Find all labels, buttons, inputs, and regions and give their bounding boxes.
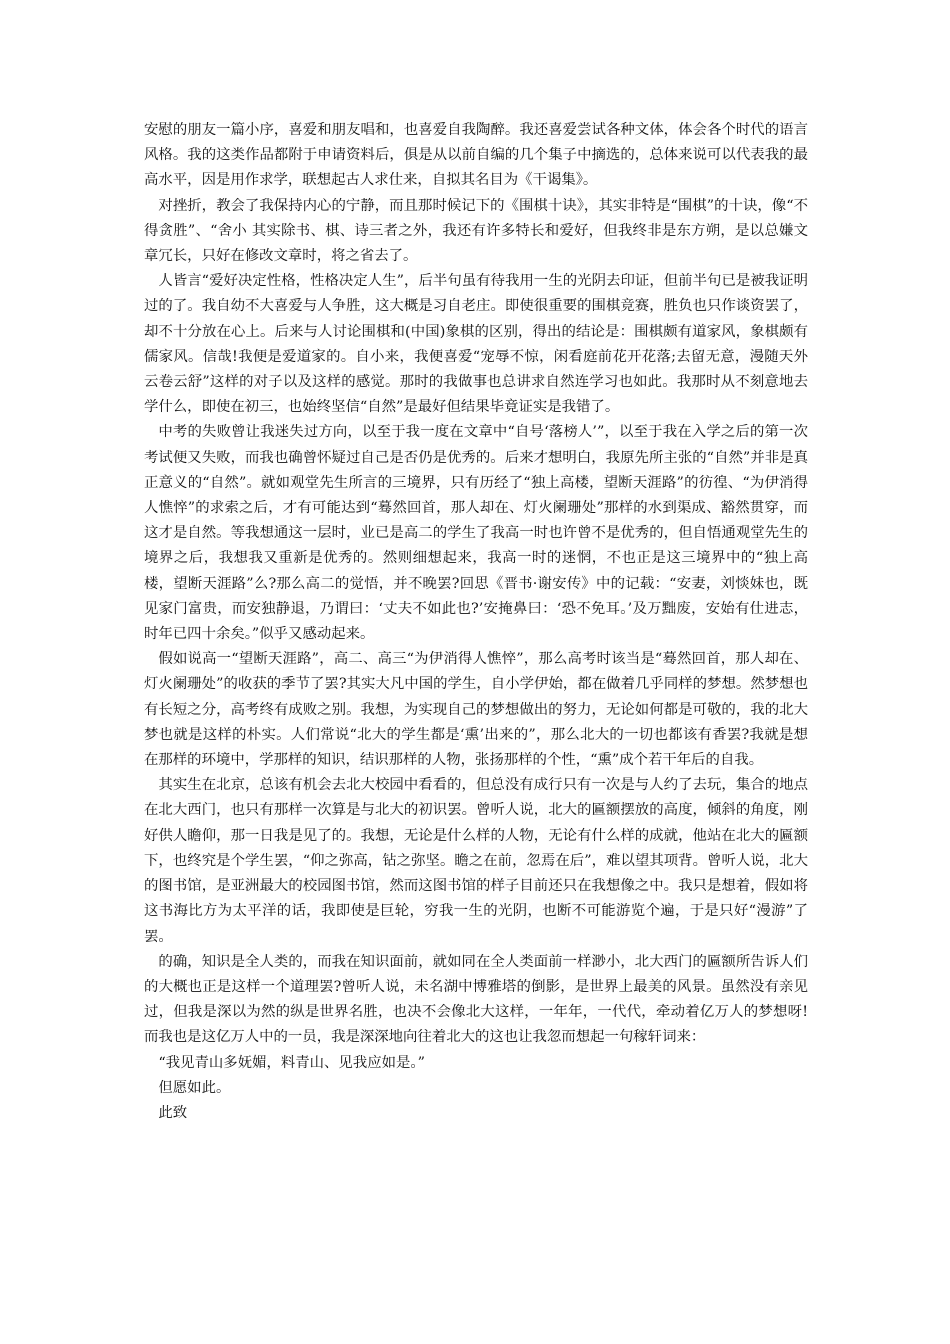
- closing-wish: 但愿如此。: [158, 1079, 231, 1096]
- paragraph-6: 其实生在北京，总该有机会去北大校园中看看的，但总没有成行只有一次是与人约了去玩，集合的地点在北大西门，也只有那样一次算是与北大的初识罢。曾听人说，北大的匾额摆放的高度，倾斜的角度，刚好供人瞻仰，那一日我是见了的。我想，无论是什么样的人物，无论有什么样的成就，他站在北大的匾额下，也终究是个学生罢，“仰之弥高，钻之弥坚。瞻之在前，忽焉在后”，难以望其项背。曾听人说，北大的图书馆，是亚洲最大的校园图书馆，然而这图书馆的样子目前还只在我想像之中。我只是想着，假如将这书海比方为太平洋的话，我即使是巨轮，穷我一生的光阴，也断不可能游览个遍，于是只好“漫游”了罢。: [144, 777, 808, 945]
- paragraph-4: 中考的失败曾让我迷失过方向，以至于我一度在文章中“自号‘落榜人’”，以至于我在入学之后的第一次考试便又失败，而我也确曾怀疑过自己是否仍是优秀的。后来才想明白，我原先所主张的“自然”并非是真正意义的“自然”。就如观堂先生所言的三境界，只有历经了“独上高楼，望断天涯路”的彷徨、“为伊消得人憔悴”的求索之后，才有可能达到“蓦然回首，那人却在、灯火阑珊处”那样的水到渠成、豁然贯穿，而这才是自然。等我想通这一层时，业已是高二的学生了我高一时也许曾不是优秀的，但自悟通观堂先生的境界之后，我想我又重新是优秀的。然则细想起来，我高一时的迷惘，不也正是这三境界中的“独上高楼，望断天涯路”么?那么高二的觉悟，并不晚罢?回思《晋书·谢安传》中的记载：“安妻，刘惔妹也，既见家门富贵，而安独静退，乃谓曰：‘丈夫不如此也?’安掩鼻曰：‘恐不免耳。’及万黜废，安始有仕进志，时年已四十余矣。”似乎又感动起来。: [144, 424, 808, 643]
- paragraph-1: 安慰的朋友一篇小序，喜爱和朋友唱和，也喜爱自我陶醉。我还喜爱尝试各种文体，体会各个时代的语言风格。我的这类作品都附于申请资料后，俱是从以前自编的几个集子中摘选的，总体来说可以代表我的最高水平，因是用作求学，联想起古人求仕来，自拟其名目为《干谒集》。: [144, 122, 808, 189]
- quote-line: “我见青山多妩媚，料青山、见我应如是。”: [158, 1054, 425, 1071]
- paragraph-7: 的确，知识是全人类的，而我在知识面前，就如同在全人类面前一样渺小，北大西门的匾额所告诉人们的大概也正是这样一个道理罢?曾听人说，未名湖中博雅塔的倒影，是世界上最美的风景。虽然没有亲见过，但我是深以为然的纵是世界名胜，也决不会像北大这样，一年年，一代代，牵动着亿万人的梦想呀!而我也是这亿万人中的一员，我是深深地向往着北大的这也让我忽而想起一句稼轩词来：: [144, 953, 808, 1046]
- letter-body: [144, 118, 808, 1126]
- paragraph-5: 假如说高一“望断天涯路”，高二、高三“为伊消得人憔悴”，那么高考时该当是“蓦然回首，那人却在、灯火阑珊处”的收获的季节了罢?其实大凡中国的学生，自小学伊始，都在做着几乎同样的梦想。然梦想也有长短之分，高考终有成败之别。我想，为实现自己的梦想做出的努力，无论如何都是可敬的，我的北大梦也就是这样的朴实。人们常说“北大的学生都是‘熏’出来的”，那么北大的一切也都该有香罢?我就是想在那样的环境中，学那样的知识，结识那样的人物，张扬那样的个性，“熏”成个若干年后的自我。: [144, 651, 808, 769]
- paragraph-2: 对挫折，教会了我保持内心的宁静，而且那时候记下的《围棋十诀》，其实非特是“围棋”的十诀，像“不得贪胜”、“舍小 其实除书、棋、诗三者之外，我还有许多特长和爱好，但我终非是东方朔，是以总嫌文章冗长，只好在修改文章时，将之省去了。: [144, 197, 808, 265]
- closing-salutation: 此致: [158, 1104, 188, 1121]
- paragraph-3: 人皆言“爱好决定性格，性格决定人生”，后半句虽有待我用一生的光阴去印证，但前半句已是被我证明过的了。我自幼不大喜爱与人争胜，这大概是习自老庄。即使很重要的围棋竞赛，胜负也只作谈资罢了，却不十分放在心上。后来与人讨论围棋和(中国)象棋的区别，得出的结论是：围棋颇有道家风，象棋颇有儒家风。信哉!我便是爱道家的。自小来，我便喜爱“宠辱不惊，闲看庭前花开花落;去留无意，漫随天外云卷云舒”这样的对子以及这样的感觉。那时的我做事也总讲求自然连学习也如此。我那时从不刻意地去学什么，即使在初三，也始终坚信“自然”是最好但结果毕竟证实是我错了。: [144, 273, 808, 416]
